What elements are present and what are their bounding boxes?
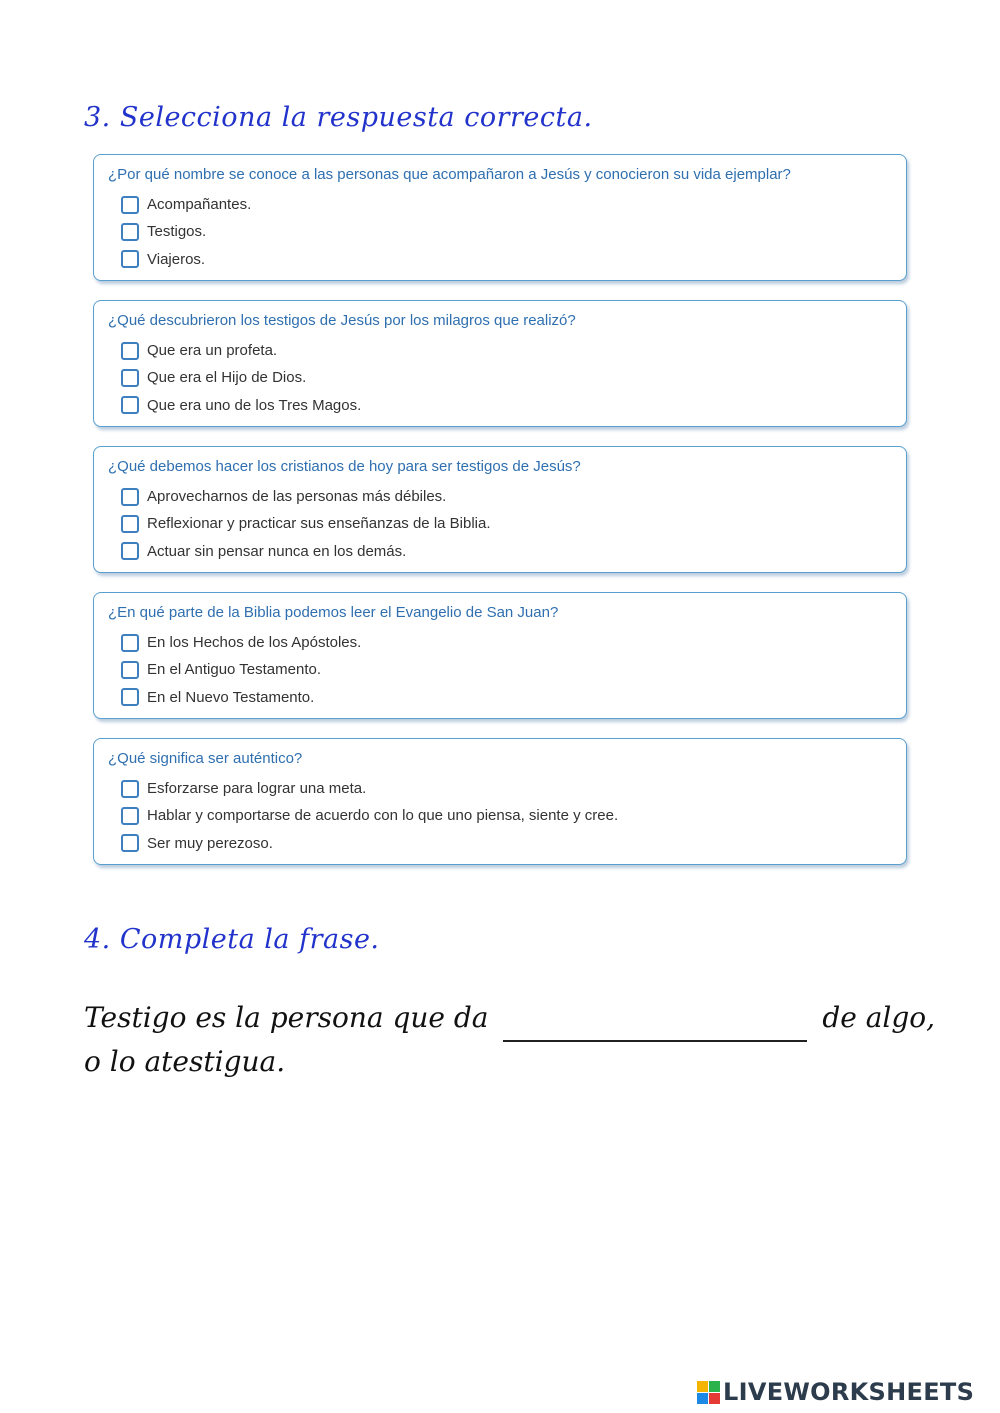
logo-tile (709, 1393, 720, 1404)
question-text: ¿Qué debemos hacer los cristianos de hoy para ser testigos de Jesús? (108, 458, 581, 475)
option-checkbox[interactable] (121, 342, 139, 360)
option-list (121, 775, 618, 857)
option-item (121, 830, 618, 857)
question-box (93, 738, 907, 865)
logo-tile (697, 1381, 708, 1392)
option-item (121, 191, 251, 218)
option-item (121, 629, 361, 656)
section-3-title: 3. Selecciona la respuesta correcta. (84, 102, 593, 133)
logo-tile (709, 1381, 720, 1392)
option-label: Acompañantes. (147, 196, 252, 214)
option-item (121, 775, 618, 802)
liveworksheets-logo (697, 1378, 974, 1406)
option-label: Hablar y comportarse de acuerdo con lo que uno piensa, siente y cree. (147, 807, 619, 825)
option-label: Testigos. (147, 223, 207, 241)
option-label: Que era el Hijo de Dios. (147, 369, 307, 387)
option-list (121, 337, 361, 419)
question-box (93, 300, 907, 427)
option-item (121, 392, 361, 419)
logo-text: LIVEWORKSHEETS (723, 1378, 975, 1406)
option-label: Aprovecharnos de las personas más débiles. (147, 488, 447, 506)
sentence-end: de algo, o lo atestigua. (84, 1001, 936, 1078)
question-text: ¿En qué parte de la Biblia podemos leer el Evangelio de San Juan? (108, 604, 559, 621)
option-item (121, 656, 361, 683)
option-checkbox[interactable] (121, 688, 139, 706)
option-label: Que era un profeta. (147, 342, 278, 360)
option-label: En los Hechos de los Apóstoles. (147, 634, 362, 652)
sentence-start: Testigo es la persona que da (84, 1001, 489, 1034)
option-checkbox[interactable] (121, 634, 139, 652)
question-text: ¿Por qué nombre se conoce a las personas que acompañaron a Jesús y conocieron su vida ejemplar? (108, 166, 791, 183)
logo-tile (697, 1393, 708, 1404)
option-item (121, 364, 361, 391)
option-item (121, 684, 361, 711)
option-item (121, 802, 618, 829)
answer-blank-input[interactable] (503, 1010, 807, 1042)
option-label: Viajeros. (147, 250, 206, 268)
option-label: Actuar sin pensar nunca en los demás. (147, 542, 407, 560)
option-checkbox[interactable] (121, 834, 139, 852)
question-box (93, 446, 907, 573)
option-checkbox[interactable] (121, 780, 139, 798)
option-item (121, 337, 361, 364)
option-checkbox[interactable] (121, 250, 139, 268)
option-item (121, 538, 491, 565)
option-label: En el Nuevo Testamento. (147, 688, 315, 706)
option-list (121, 483, 491, 565)
option-checkbox[interactable] (121, 369, 139, 387)
option-checkbox[interactable] (121, 807, 139, 825)
option-list (121, 191, 251, 273)
option-label: Que era uno de los Tres Magos. (147, 396, 362, 414)
option-item (121, 510, 491, 537)
option-label: En el Antiguo Testamento. (147, 661, 322, 679)
option-checkbox[interactable] (121, 223, 139, 241)
option-label: Reflexionar y practicar sus enseñanzas de la Biblia. (147, 515, 491, 533)
option-checkbox[interactable] (121, 488, 139, 506)
option-checkbox[interactable] (121, 515, 139, 533)
option-item (121, 483, 491, 510)
logo-tiles-icon (697, 1381, 720, 1404)
question-text: ¿Qué descubrieron los testigos de Jesús por los milagros que realizó? (108, 312, 576, 329)
question-box (93, 592, 907, 719)
option-item (121, 246, 251, 273)
option-label: Esforzarse para lograr una meta. (147, 780, 367, 798)
option-item (121, 218, 251, 245)
option-checkbox[interactable] (121, 542, 139, 560)
question-text: ¿Qué significa ser auténtico? (108, 750, 303, 767)
option-checkbox[interactable] (121, 396, 139, 414)
option-checkbox[interactable] (121, 661, 139, 679)
question-box (93, 154, 907, 281)
option-list (121, 629, 361, 711)
option-checkbox[interactable] (121, 196, 139, 214)
option-label: Ser muy perezoso. (147, 834, 273, 852)
section-4-title: 4. Completa la frase. (84, 924, 380, 955)
fill-in-sentence (84, 998, 944, 1082)
